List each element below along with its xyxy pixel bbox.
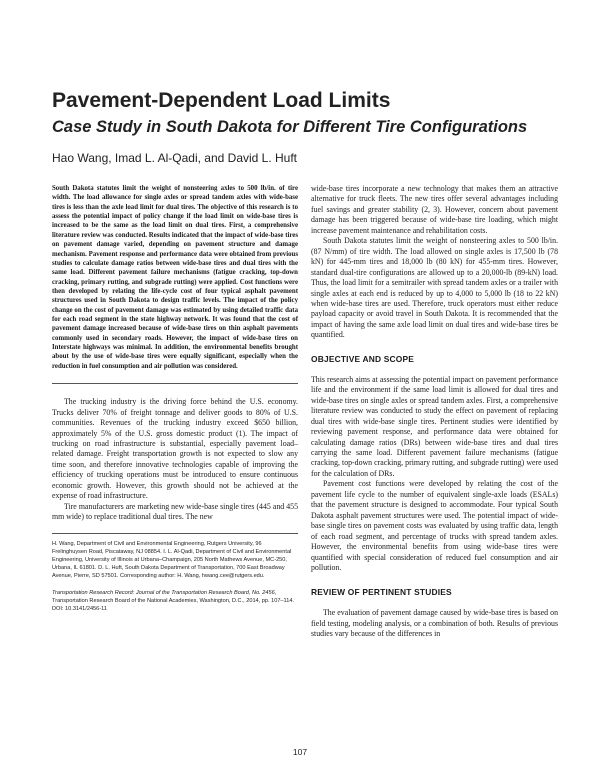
footnote-journal: Transportation Research Record: Journal of the Transportation Research Board, No. 2456, bbox=[52, 590, 277, 597]
left-column bbox=[52, 184, 298, 613]
right-paragraph-1: wide-base tires incorporate a new technology that makes them an attractive alternative for truck fleets. The new tires offer several advantages including fuel savings and greater stability (2, 3). However, concern about pavement damage has been triggered because of wide-base tire loading, which might increase pavement maintenance and rehabilitation costs. bbox=[311, 184, 558, 235]
section-heading-objective: OBJECTIVE AND SCOPE bbox=[311, 353, 415, 364]
paper-title: Pavement-Dependent Load Limits bbox=[52, 89, 391, 112]
footnote-block bbox=[52, 540, 298, 614]
footnote-journal-rest: Transportation Research Board of the National Academies, Washington, D.C., 2014, pp. 107–114. bbox=[52, 598, 295, 605]
review-paragraph-1: The evaluation of pavement damage caused by wide-base tires is based on field testing, modeling analysis, or a combination of both. Results of previous studies vary because of the differences in bbox=[311, 608, 558, 639]
abstract-divider bbox=[52, 383, 298, 384]
page-number: 107 bbox=[292, 747, 308, 757]
author-line: Hao Wang, Imad L. Al-Qadi, and David L. Huft bbox=[52, 151, 298, 165]
right-column bbox=[311, 184, 558, 640]
intro-body bbox=[52, 397, 298, 522]
footnote-doi: DOI: 10.3141/2456-11 bbox=[52, 606, 107, 613]
paper-subtitle: Case Study in South Dakota for Different Tire Configurations bbox=[52, 118, 528, 136]
footnote-divider bbox=[52, 533, 298, 534]
objective-paragraph-1: This research aims at assessing the potential impact on pavement performance life and the environment if the same load limit is allowed for dual tires and wide-base tires on single axles or spread tandem axles. First, a comprehensive literature review was conducted to study the effect on pavement of replacing dual tires with wide-base single tires. Pertinent studies were identified by reviewing pavement response, and performance data were obtained for calculating damage ratios (DRs) between wide-base tires and dual tires carrying the same load. Different pavement failure mechanisms (fatigue cracking, top-down cracking, primary rutting, and subgrade rutting) were used for the calculation of DRs. bbox=[311, 374, 558, 478]
right-paragraph-2: South Dakota statutes limit the weight of nonsteering axles to 500 lb/in. (87 N/mm) of tire width. The load allowed on single axles is 17,500 lb (78 kN) for 445-mm tires and 18,000 lb (80 kN) for 455-mm tires. However, standard dual-tire configurations are allowed up to a 20,000-lb (89-kN) load. Thus, the load limit for a semitrailer with spread tandem axles or a trailer with single axles at each end is reduced by up to 4,000 to 5,000 lb (18 to 22 kN) when wide-base tires are used. Therefore, truck operators must either reduce payload capacity or avoid travel in South Dakota. It is recommended that the impact of having the same axle load limit on dual tires and wide-base tires be quantified. bbox=[311, 236, 558, 340]
intro-paragraph-2: Tire manufacturers are marketing new wide-base single tires (445 and 455 mm wide) to replace traditional dual tires. The new bbox=[52, 501, 298, 522]
intro-paragraph-1: The trucking industry is the driving force behind the U.S. economy. Trucks deliver 70% of freight tonnage and deliver goods to 80% of U.S. communities. Revenues of the trucking industry exceed $650 billion, approximately 5% of the U.S. gross domestic product (1). The impact of trucking on road infrastructure is substantial, especially pavement load–related damage. Freight transportation growth is not expected to slow any time soon, and therefore innovative technologies capable of improving the efficiency of trucking operations must be introduced to ensure continuous economic growth. However, this growth should not be achieved at the expense of road infrastructure. bbox=[52, 397, 298, 501]
footnote-affiliations: H. Wang, Department of Civil and Environmental Engineering, Rutgers University, 96 Frelinghuysen Road, Piscataway, NJ 08854. I. L. Al-Qadi, Department of Civil and Environmental Engineering, University of Illinois at Urbana–Champaign, 205 North Mathews Avenue, MC-250, Urbana, IL 61801. D. L. Huft, South Dakota Department of Transportation, 700 East Broadway Avenue, Pierre, SD 57501. Corresponding author: H. Wang, hwang.cee@rutgers.edu. bbox=[52, 540, 292, 579]
section-heading-review: REVIEW OF PERTINENT STUDIES bbox=[311, 587, 452, 598]
footnote-citation bbox=[52, 589, 298, 605]
abstract: South Dakota statutes limit the weight of nonsteering axles to 500 lb/in. of tire width. The load allowance for single axles or spread tandem axles with wide-base tires is less than the axle load limit for dual tires. The objective of this research is to assess the potential impact of policy change if the load limit on wide-base tires is increased to be the same as the load limit on dual tires. First, a comprehensive literature review was conducted. Results indicated that the impact of wide-base tires on pavement damage varied, depending on pavement structure and damage mechanism. Pavement response and performance data were obtained from previous studies to calculate damage ratios between wide-base tires and dual tires with the same load. Different pavement failure mechanisms (fatigue cracking, top-down cracking, primary rutting, and subgrade rutting) were applied. Cost functions were then developed by relating the life-cycle cost of four typical asphalt pavement structures used in South Dakota to design traffic levels. The impact of the policy change on the cost of pavement damage was estimated by using detailed traffic data for each road segment in the state highway network. It was found that the cost of pavement damage increased because of wide-base tires on thin asphalt pavements commonly used in secondary roads. However, the impact of wide-base tires on Interstate highways was minimal. In addition, the environmental benefits brought about by the use of wide-base tires were equally significant, especially when the reduction in fuel consumption and air pollution was considered. bbox=[52, 185, 298, 370]
objective-paragraph-2: Pavement cost functions were developed by relating the cost of the pavement life cycle to the number of equivalent single-axle loads (ESALs) that the pavement structure is designed to accommodate. Four typical South Dakota asphalt pavement structures were used. The potential impact of wide-base single tires on pavement costs was evaluated by using traffic data, length of each road segment, and percentage of trucks with spread tandem axles. However, the environmental benefits from using wide-base tires were quantified with special consideration of reduced fuel consumption and air pollution. bbox=[311, 479, 558, 572]
